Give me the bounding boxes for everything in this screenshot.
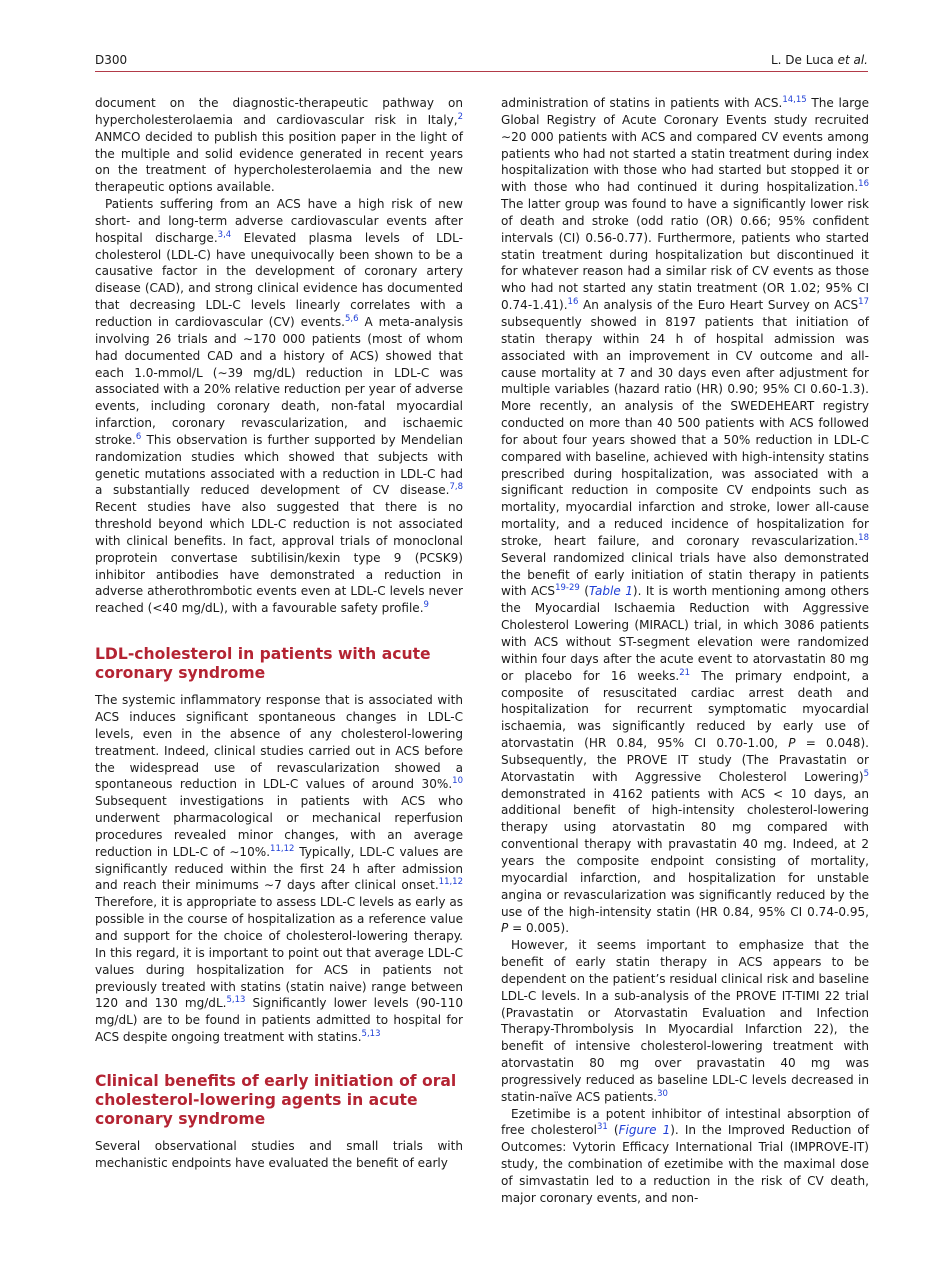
citation-ref[interactable]: 5,13 [361,1029,381,1040]
author-running-head [771,53,868,67]
citation-ref[interactable]: 6 [135,431,142,442]
text-run: Patients suffering from an ACS have a high risk of new short- and long-term adverse cardiovascular events after hospital discharge. [95,197,463,245]
citation-ref[interactable]: 31 [597,1122,608,1133]
text-run: The systemic inflammatory response that is associated with ACS induces significant spontaneous changes in LDL-C levels, even in the absence of any cholesterol-lowering treatment. Indeed, clinical studies carried out in ACS before the widespread use of revascularization showed a spontaneous reduction in LDL-C values of around 30%. [95,693,463,792]
text-run: Recent studies have also suggested that there is no threshold beyond which LDL-C reduction is not associated with clinical benefits. In fact, approval trials of monoclonal proprotein convertase subtilisin/kexin type 9 (PCSK9) inhibitor antibodies have demonstrated a reduction in adverse atherothrombotic events even at LDL-C levels never reached (<40 mg/dL), with a favourable safety profile. [95,500,463,616]
page-identifier: D300 [95,53,128,67]
text-run: Typically, LDL-C values are significantly reduced within the first 24 h after admission and reach their minimums ∼7 days after clinical onset. [95,844,463,893]
author-name: L. De Luca [770,53,834,67]
text-run: = 0.005). [508,921,570,936]
left-column [95,95,463,1172]
text-run: Subsequent investigations in patients with ACS who underwent pharmacological or mechanical reperfusion procedures revealed minor changes, with an average reduction in LDL-C of ∼10%. [95,794,463,859]
citation-ref[interactable]: 14,15 [782,95,807,105]
text-run: ANMCO decided to publish this position paper in the light of the multiple and solid evidence generated in recent years on the treatment of hypercholesterolaemia and the new therapeutic options available. [95,129,463,195]
citation-ref[interactable]: 10 [452,776,463,787]
text-run: The latter group was found to have a significantly lower risk of death and stroke (odd ratio (OR) 0.66; 95% confident intervals (CI) 0.56-0.77). Furthermore, patients who started statin treatment during hospitalization but discontinued it for whatever reason had a similar risk of CV events as those who had not started any statin treatment (OR 1.02; 95% CI 0.74-1.41). [501,197,869,313]
citation-ref[interactable]: 11,12 [438,877,463,888]
citation-ref[interactable]: 19-29 [555,583,580,594]
text-run: ). In the Improved Reduction of Outcomes: Vytorin Efficacy International Trial (IMPROVE-IT) study, the combination of ezetimibe with the maximal dose of simvastatin led to a reduction in the risk of CV death, major coronary events, and non- [501,1123,869,1205]
et-al: et al. [833,53,868,67]
citation-ref[interactable]: 30 [657,1088,668,1099]
text-run: = 0.048). Subsequently, the PROVE IT study (The Pravastatin or Atorvastatin with Aggressive Cholesterol Lowering) [501,736,869,784]
text-run: This observation is further supported by Mendelian randomization studies which showed that subjects with genetic mutations associated with a reduction in LDL-C had a substantially reduced development of CV disease. [95,432,463,498]
text-run: Significantly lower levels (90-110 mg/dL) are to be found in patients admitted to hospital for ACS despite ongoing treatment with statins. [95,996,463,1045]
citation-ref[interactable]: 9 [423,600,429,611]
text-run: Therefore, it is appropriate to assess LDL-C levels as early as possible in the course of hospitalization as a reference value and support for the choice of cholesterol-lowering therapy. In this regard, it is important to point out that average LDL-C values during hospitalization for ACS in patients not previously treated with statins (statin naive) range between 120 and 130 mg/dL. [95,895,463,1011]
citation-ref[interactable]: 5 [863,768,869,779]
citation-ref[interactable]: 5,13 [226,995,246,1006]
citation-ref[interactable]: 16 [858,179,869,190]
p-value-symbol: P [501,921,509,936]
paragraph-residual-risk [501,937,869,1105]
text-run: subsequently showed in 8197 patients that initiation of statin therapy within 24 h of hospital admission was associated with an improvement in CV outcome and all-cause mortality at 7 and 30 days even after adjustment for multiple variables (hazard ratio (HR) 0.90; 95% CI 0.60-1.3). More recently, an analysis of the SWEDEHEART registry conducted on more than 40 500 patients with ACS followed for about four years showed that a 50% reduction in LDL-C compared with baseline, achieved with high-intensity statins prescribed during hospitalization, was associated with a significant reduction in composite CV endpoints such as mortality, myocardial infarction and stroke, lower all-cause mortality, and a reduced incidence of hospitalization for stroke, heart failure, and coronary revascularization. [501,314,869,548]
citation-ref[interactable]: 11,12 [270,843,295,854]
paragraph-observational [95,1138,463,1172]
citation-ref[interactable]: 17 [858,297,869,308]
text-run: Several observational studies and small trials with mechanistic endpoints have evaluated the benefit of early [95,1138,463,1170]
paragraph-statin-registries [501,95,869,937]
paragraph-ezetimibe [501,1106,869,1207]
right-column [501,95,869,1207]
text-run: document on the diagnostic-therapeutic pathway on hypercholesterolaemia and cardiovascular risk in Italy, [95,96,463,127]
table-1-link[interactable]: Table 1 [588,584,633,599]
citation-ref[interactable]: 5,6 [345,313,359,324]
text-run: The large Global Registry of Acute Coronary Events study recruited ∼20 000 patients with ACS and compared CV events among patients who had not started a statin treatment during index hospitalization with those who had started but stopped it or with those who had continued it during hospitalization. [501,96,869,195]
text-run: ( [579,584,589,599]
running-header [95,50,868,72]
citation-ref[interactable]: 2 [457,111,463,122]
text-run: A meta-analysis involving 26 trials and ∼170 000 patients (most of whom had documented CAD and a history of ACS) showed that each 1.0-mmol/L (∼39 mg/dL) reduction in LDL-C was associated with a 20% relative reduction per year of adverse events, including coronary death, non-fatal myocardial infarction, coronary revascularization, and ischaemic stroke. [95,314,463,447]
text-run: administration of statins in patients with ACS. [501,96,783,110]
paragraph-acs-risk [95,196,463,617]
figure-1-link[interactable]: Figure 1 [618,1123,671,1138]
text-run: The primary endpoint, a composite of resuscitated cardiac arrest death and hospitalization for recurrent symptomatic myocardial ischaemia, was significantly reduced by early use of atorvastatin (HR 0.84, 95% CI 0.70-1.00, [501,668,869,751]
section-heading-ldl: LDL-cholesterol in patients with acute coronary syndrome [95,645,431,683]
text-run: ( [607,1123,619,1138]
text-run: ). It is worth mentioning among others the Myocardial Ischaemia Reduction with Aggressive Cholesterol Lowering (MIRACL) trial, in which 3086 patients with ACS without ST-segment elevation were randomized within four days after the acute event to atorvastatin 80 mg or placebo for 16 weeks. [501,584,869,683]
section-heading-clinical-benefits: Clinical benefits of early initiation of oral cholesterol-lowering agents in acute coronary syndrome [95,1071,457,1128]
citation-ref[interactable]: 21 [679,667,691,678]
citation-ref[interactable]: 18 [858,532,869,543]
paragraph-inflammatory [95,692,463,1046]
p-value-symbol: P [788,736,796,751]
text-run: An analysis of the Euro Heart Survey on ACS [578,298,859,313]
text-run: demonstrated in 4162 patients with ACS < 10 days, an additional benefit of high-intensity cholesterol-lowering therapy using atorvastatin 80 mg compared with conventional therapy with pravastatin 40 mg. Indeed, at 2 years the composite endpoint consisting of mortality, myocardial infarction, and hospitalization for unstable angina or revascularization was significantly reduced by the use of the high-intensity statin (HR 0.84, 95% CI 0.74-0.95, [501,786,869,919]
citation-ref[interactable]: 3,4 [217,229,232,240]
citation-ref[interactable]: 16 [567,297,579,308]
citation-ref[interactable]: 7,8 [449,482,463,493]
text-run: However, it seems important to emphasize that the benefit of early statin therapy in ACS appears to be dependent on the patient’s residual clinical risk and baseline LDL-C levels. In a sub-analysis of the PROVE IT-TIMI 22 trial (Pravastatin or Atorvastatin Evaluation and Infection Therapy-Thrombolysis In Myocardial Infarction 22), the benefit of intensive cholesterol-lowering treatment with atorvastatin 80 mg over pravastatin 40 mg was progressively reduced as baseline LDL-C levels decreased in statin-naïve ACS patients. [501,938,869,1104]
text-run: Several randomized clinical trials have also demonstrated the benefit of early initiation of statin therapy in patients with ACS [501,550,869,599]
paragraph-intro [95,95,463,196]
text-run: Ezetimibe is a potent inhibitor of intestinal absorption of free cholesterol [501,1106,869,1138]
text-run: Elevated plasma levels of LDL-cholesterol (LDL-C) have unequivocally been shown to be a causative factor in the development of coronary artery disease (CAD), and strong clinical evidence has documented that decreasing LDL-C levels linearly correlates with a reduction in cardiovascular (CV) events. [95,230,463,329]
